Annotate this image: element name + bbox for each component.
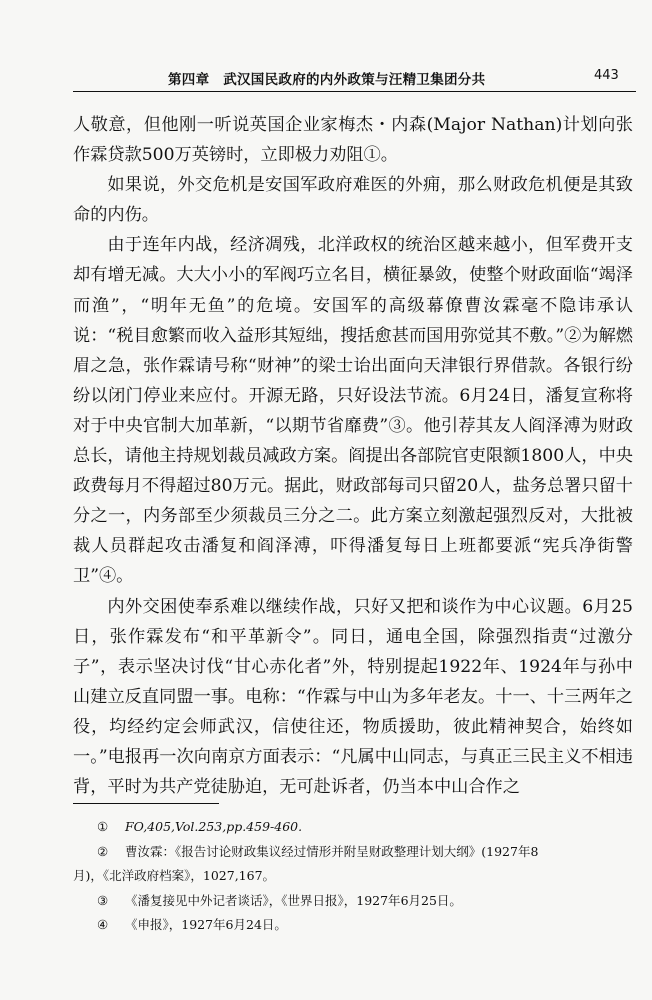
chapter-title: 第四章 武汉国民政府的内外政策与汪精卫集团分共 xyxy=(168,72,486,88)
footnote-text: 《潘复接见中外记者谈话》，《世界日报》，1927年6月25日。 xyxy=(125,892,462,908)
footnote xyxy=(73,815,633,840)
footnote-text: FO,405,Vol.253,pp.459-460. xyxy=(125,819,303,834)
footnote-mark: ③ xyxy=(97,892,109,908)
paragraph: 内外交困使奉系难以继续作战，只好又把和谈作为中心议题。6月25日，张作霖发布“和平革新令”。同日，通电全国，除强烈指责“过激分子”，表示坚决讨伐“甘心赤化者”外，特别提起1922年、1924年与孙中山建立反直同盟一事。电称：“作霖与中山为多年老友。十一、十三两年之役，均经约定会师武汉，信使往还，物质援助，彼此精神契合，始终如一。”电报再一次向南京方面表示：“凡属中山同志，与真正三民主义不相违背，平时为共产党徒胁迫，无可赴诉者，仍当本中山合作之 xyxy=(73,596,633,798)
footnote-mark: ② xyxy=(97,843,109,859)
footnotes xyxy=(73,815,633,938)
footnote-text: 《申报》，1927年6月24日。 xyxy=(125,917,287,932)
footnote-text-continued: 月)，《北洋政府档案》，1027,167。 xyxy=(73,868,276,883)
footnote xyxy=(73,840,633,889)
paragraph-continued: 人敬意，但他刚一听说英国企业家梅杰・内森(Major Nathan)计划向张作霖贷款500万英镑时，立即极力劝阻①。 xyxy=(73,115,633,166)
paragraph: 如果说，外交危机是安国军政府难医的外痈，那么财政危机便是其致命的内伤。 xyxy=(73,175,633,226)
footnote-mark: ① xyxy=(97,819,109,834)
header-rule xyxy=(73,91,636,92)
footnote-rule xyxy=(73,803,219,804)
footnote-mark: ④ xyxy=(97,917,109,932)
body-text xyxy=(73,110,633,802)
footnote-text: 曹汝霖：《报告讨论财政集议经过情形并附呈财政整理计划大纲》(1927年8 xyxy=(125,843,539,859)
footnote xyxy=(73,889,633,914)
page-number: 443 xyxy=(594,68,619,83)
footnote xyxy=(73,913,633,938)
paragraph: 由于连年内战，经济凋残，北洋政权的统治区越来越小，但军费开支却有增无减。大大小小的军阀巧立名目，横征暴敛，使整个财政面临“竭泽而渔”，“明年无鱼”的危境。安国军的高级幕僚曹汝霖毫不隐讳承认说：“税目愈繁而收入益形其短绌，搜括愈甚而国用弥觉其不敷。”②为解燃眉之急，张作霖请号称“财神”的梁士诒出面向天津银行界借款。各银行纷纷以闭门停业来应付。开源无路，只好设法节流。6月24日，潘复宣称将对于中央官制大加革新，“以期节省靡费”③。他引荐其友人阎泽溥为财政总长，请他主持规划裁员减政方案。阎提出各部院官吏限额1800人，中央政费每月不得超过80万元。据此，财政部每司只留20人，盐务总署只留十分之一，内务部至少须裁员三分之二。此方案立刻激起强烈反对，大批被裁人员群起攻击潘复和阎泽溥，吓得潘复每日上班都要派“宪兵净街警卫”④。 xyxy=(73,235,633,587)
